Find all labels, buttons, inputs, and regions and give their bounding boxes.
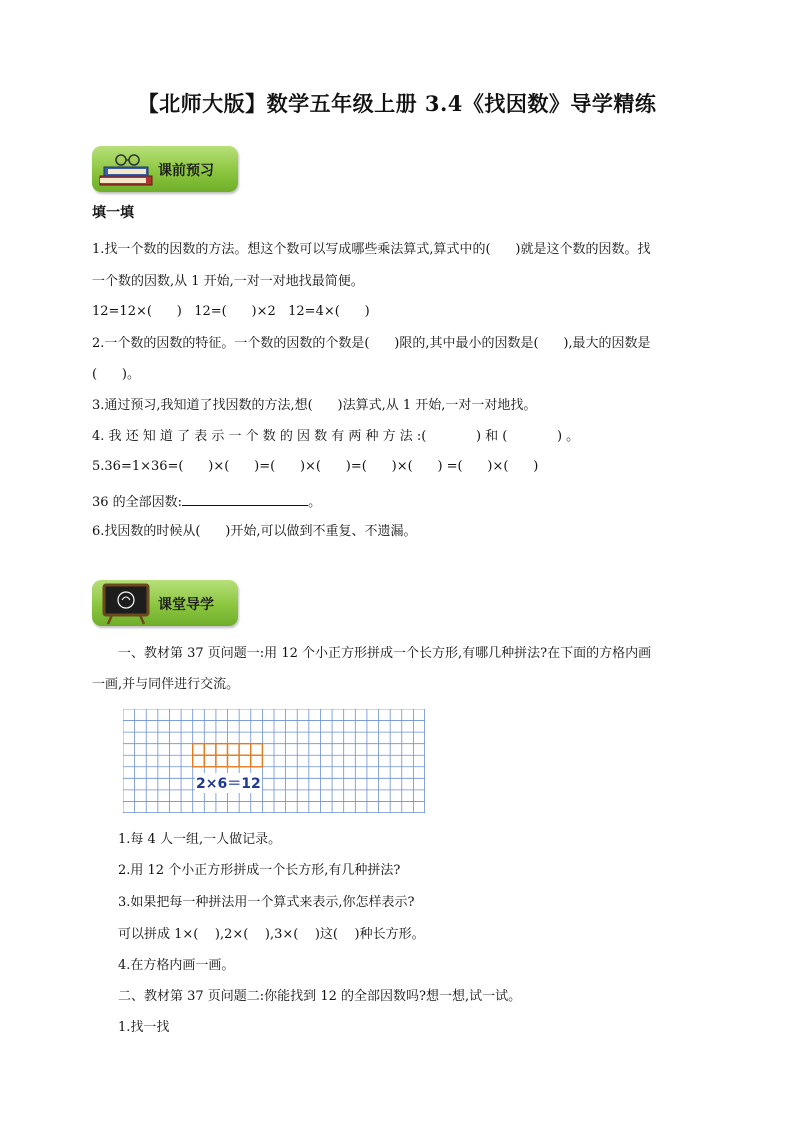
highlight-square — [193, 755, 205, 767]
section-badge-label: 课堂导学 — [158, 597, 214, 613]
question-5-all-factors — [92, 491, 321, 512]
page-title: 【北师大版】数学五年级上册 3.4《找因数》导学精练 — [137, 91, 657, 116]
question-6: 6.找因数的时候从( )开始,可以做到不重复、不遗漏。 — [92, 524, 417, 539]
task-2: 二、教材第 37 页问题二:你能找到 12 的全部因数吗?想一想,试一试。 — [118, 989, 522, 1004]
step-3: 3.如果把每一种拼法用一个算式来表示,你怎样表示? — [118, 895, 415, 910]
section-badge-classroom — [92, 580, 238, 626]
question-3: 3.通过预习,我知道了找因数的方法,想( )法算式,从 1 开始,一对一对地找。 — [92, 398, 537, 413]
section-badge-preview — [92, 146, 238, 192]
highlight-square — [204, 755, 216, 767]
fill-in-heading: 填一填 — [92, 205, 134, 221]
task-1-line-1: 一、教材第 37 页问题一:用 12 个小正方形拼成一个长方形,有哪几种拼法?在下面的方格内画 — [118, 646, 652, 661]
highlight-square — [239, 744, 251, 756]
question-4: 4. 我 还 知 道 了 表 示 一 个 数 的 因 数 有 两 种 方 法 :( ) 和 ( ) 。 — [92, 429, 580, 444]
highlight-square — [251, 744, 263, 756]
step-3-answer: 可以拼成 1×( ),2×( ),3×( )这( )种长方形。 — [118, 927, 425, 942]
question-1-line-2: 一个数的因数,从 1 开始,一对一对地找最简便。 — [92, 274, 364, 289]
grid-equation: 2×6＝12 — [195, 773, 262, 793]
all-factors-end: 。 — [308, 495, 322, 510]
books-icon — [94, 146, 158, 192]
question-1-equations: 12=12×( ) 12=( )×2 12=4×( ) — [92, 304, 370, 319]
highlight-square — [251, 755, 263, 767]
step-4: 4.在方格内画一画。 — [118, 958, 235, 973]
highlight-square — [216, 755, 228, 767]
question-5: 5.36=1×36=( )×( )=( )×( )=( )×( ) =( )×( ) — [92, 459, 539, 474]
step-1: 1.每 4 人一组,一人做记录。 — [118, 832, 282, 847]
highlight-square — [228, 744, 240, 756]
task-1-line-2: 一画,并与同伴进行交流。 — [92, 677, 240, 692]
highlight-square — [204, 744, 216, 756]
step-2: 2.用 12 个小正方形拼成一个长方形,有几种拼法? — [118, 863, 401, 878]
question-2-line-1: 2.一个数的因数的特征。一个数的因数的个数是( )限的,其中最小的因数是( ),最大的因数是 — [92, 336, 651, 351]
all-factors-label: 36 的全部因数: — [92, 495, 183, 510]
answer-blank[interactable] — [182, 491, 308, 506]
task-2-step-1: 1.找一找 — [118, 1020, 170, 1035]
highlight-square — [216, 744, 228, 756]
grid-svg — [123, 709, 425, 813]
highlight-square — [239, 755, 251, 767]
question-1-line-1: 1.找一个数的因数的方法。想这个数可以写成哪些乘法算式,算式中的( )就是这个数的因数。找 — [92, 242, 651, 257]
blackboard-icon — [98, 580, 162, 626]
highlight-square — [228, 755, 240, 767]
highlight-square — [193, 744, 205, 756]
question-2-line-2: ( )。 — [92, 367, 140, 382]
section-badge-label: 课前预习 — [158, 163, 214, 179]
drawing-grid[interactable] — [123, 709, 425, 813]
